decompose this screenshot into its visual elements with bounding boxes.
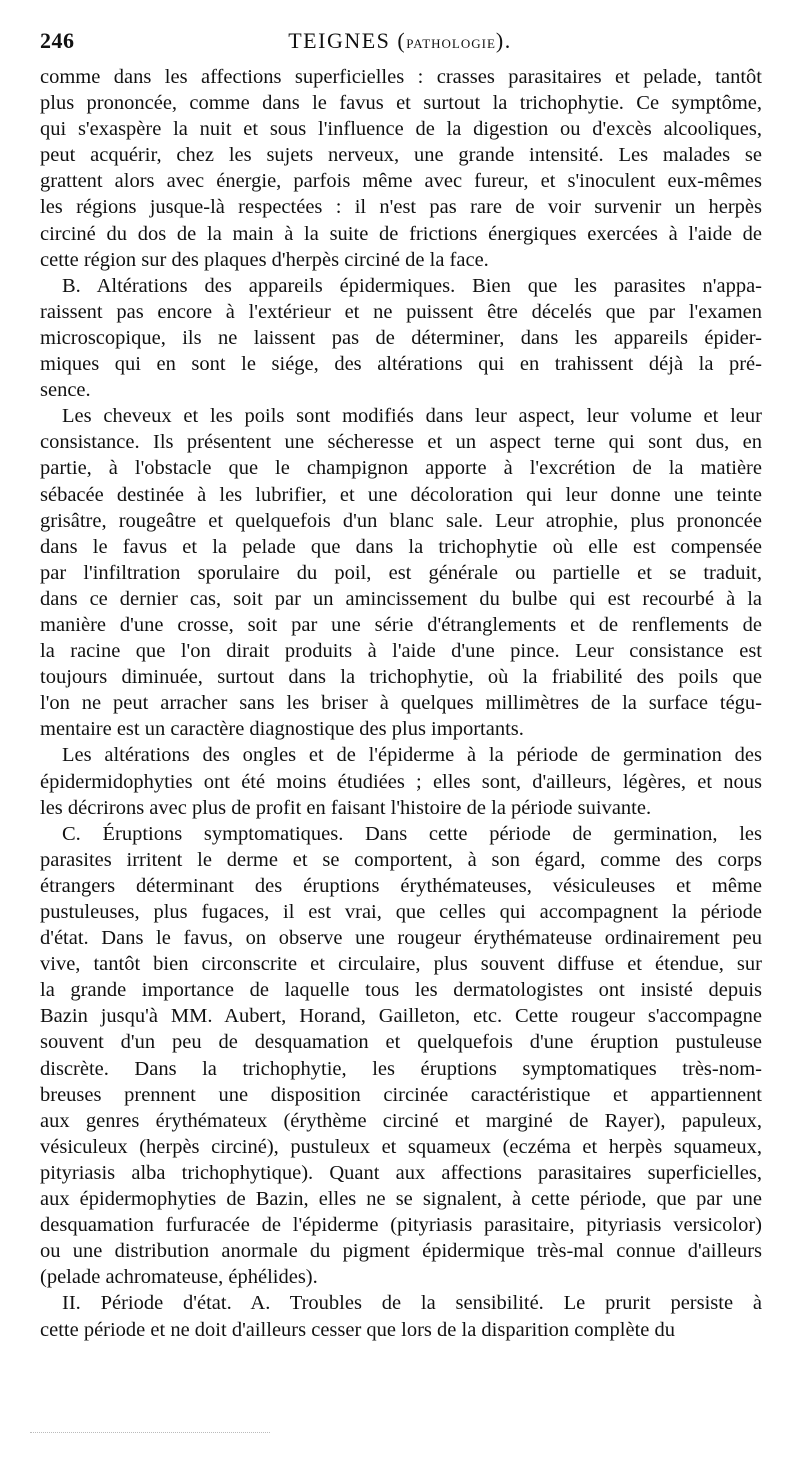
body-text — [40, 64, 762, 1343]
text-line: épidermidophyties ont été moins étudiées ; elles sont, d'ailleurs, légères, et nous — [40, 770, 762, 793]
text-line: d'état. Dans le favus, on observe une rougeur érythémateuse ordinairement peu — [40, 927, 762, 950]
text-line: C. Éruptions symptomatiques. Dans cette période de germination, les — [62, 822, 762, 845]
text-line: breuses prennent une disposition circinée caractéristique et appartiennent — [40, 1083, 762, 1106]
page-number: 246 — [40, 28, 75, 53]
running-head-close: ). — [495, 28, 512, 53]
text-line: parasites irritent le derme et se comportent, à son égard, comme des corps — [40, 848, 762, 871]
text-line: miques qui en sont le siége, des altérations qui en trahissent déjà la pré- — [40, 353, 762, 376]
running-head-subtitle: PATHOLOGIE — [406, 36, 496, 51]
text-line: Les cheveux et les poils sont modifiés dans leur aspect, leur volume et leur — [62, 405, 762, 428]
text-line: la grande importance de laquelle tous les dermatologistes ont insisté depuis — [40, 979, 762, 1002]
running-head — [40, 28, 760, 54]
text-line: discrète. Dans la trichophytie, les éruptions symptomatiques très-nom- — [40, 1057, 762, 1080]
text-line: mentaire est un caractère diagnostique des plus importants. — [40, 718, 524, 741]
text-line: Les altérations des ongles et de l'épiderme à la période de germination des — [62, 744, 762, 767]
text-line: pustuleuses, plus fugaces, il est vrai, que celles qui accompagnent la période — [40, 901, 762, 923]
text-line: cette région sur des plaques d'herpès circiné de la face. — [40, 248, 489, 271]
text-line: par l'infiltration sporulaire du poil, est générale ou partielle et se traduit, — [40, 561, 762, 584]
text-line: raissent pas encore à l'extérieur et ne puissent être décelés que par l'examen — [40, 300, 762, 323]
text-line: la racine que l'on dirait produits à l'aide d'une pince. Leur consistance est — [40, 640, 762, 663]
text-line: souvent d'un peu de desquamation et quelquefois d'une éruption pustuleuse — [40, 1031, 762, 1054]
text-line: consistance. Ils présentent une sécheresse et un aspect terne qui sont dus, en — [40, 431, 762, 454]
text-line: dans ce dernier cas, soit par un amincissement du bulbe qui est recourbé à la — [40, 587, 762, 610]
text-line: microscopique, ils ne laissent pas de déterminer, dans les appareils épider- — [40, 326, 762, 349]
paragraph — [40, 1290, 762, 1342]
text-line: ou une distribution anormale du pigment épidermique très-mal connue d'ailleurs — [40, 1240, 762, 1263]
text-line: B. Altérations des appareils épidermiques. Bien que les parasites n'appa- — [62, 274, 762, 297]
text-line: peut acquérir, chez les sujets nerveux, une grande intensité. Les malades se — [40, 144, 762, 167]
text-line: vésiculeux (herpès circiné), pustuleux et squameux (eczéma et herpès squameux, — [40, 1135, 762, 1158]
text-line: aux genres érythémateux (érythème circiné et marginé de Rayer), papuleux, — [40, 1109, 762, 1132]
text-line: II. Période d'état. A. Troubles de la sensibilité. Le prurit persiste à — [62, 1292, 762, 1315]
text-line: toujours diminuée, surtout dans la trichophytie, où la friabilité des poils que — [40, 666, 762, 689]
text-line: comme dans les affections superficielles : crasses parasitaires et pelade, tantôt — [40, 66, 762, 88]
text-line: grisâtre, rougeâtre et quelquefois d'un blanc sale. Leur atrophie, plus prononcée — [40, 509, 762, 532]
text-line: cette période et ne doit d'ailleurs cesser que lors de la disparition complète du — [40, 1318, 675, 1341]
running-head-title: TEIGNES ( — [288, 28, 407, 53]
text-line: Bazin jusqu'à MM. Aubert, Horand, Gailleton, etc. Cette rougeur s'accompagne — [40, 1005, 762, 1028]
text-line: sébacée destinée à les lubrifier, et une décoloration qui leur donne une teinte — [40, 483, 762, 506]
text-line: desquamation furfuracée de l'épiderme (pityriasis parasitaire, pityriasis versicolor) — [40, 1214, 762, 1237]
page-header — [40, 28, 760, 58]
text-line: étrangers déterminant des éruptions érythémateuses, vésiculeuses et même — [40, 874, 762, 897]
paragraph — [40, 742, 762, 820]
paragraph — [40, 821, 762, 1291]
paragraph — [40, 273, 762, 403]
paragraph — [40, 403, 762, 742]
text-line: (pelade achromateuse, éphélides). — [40, 1266, 318, 1289]
text-line: vive, tantôt bien circonscrite et circulaire, plus souvent diffuse et étendue, sur — [40, 953, 762, 976]
text-line: qui s'exaspère la nuit et sous l'influence de la digestion ou d'excès alcooliques, — [40, 118, 762, 141]
text-line: les régions jusque-là respectées : il n'est pas rare de voir survenir un herpès — [40, 196, 762, 219]
text-line: l'on ne peut arracher sans les briser à quelques millimètres de la surface tégu- — [40, 692, 762, 715]
footer-rule — [30, 1432, 270, 1433]
text-line: aux épidermophyties de Bazin, elles ne se signalent, à cette période, que par une — [40, 1188, 762, 1211]
paragraph — [40, 64, 762, 273]
text-line: les décrirons avec plus de profit en faisant l'histoire de la période suivante. — [40, 796, 652, 819]
text-line: plus prononcée, comme dans le favus et surtout la trichophytie. Ce symptôme, — [40, 92, 762, 115]
text-line: pityriasis alba trichophytique). Quant aux affections parasitaires superficielles, — [40, 1161, 762, 1184]
text-line: grattent alors avec énergie, parfois même avec fureur, et s'inoculent eux-mêmes — [40, 170, 762, 193]
text-line: circiné du dos de la main à la suite de frictions énergiques exercées à l'aide de — [40, 222, 762, 245]
text-line: partie, à l'obstacle que le champignon apporte à l'excrétion de la matière — [40, 457, 762, 480]
text-line: dans le favus et la pelade que dans la trichophytie où elle est compensée — [40, 535, 762, 558]
text-line: manière d'une crosse, soit par une série d'étranglements et de renflements de — [40, 613, 762, 636]
text-line: sence. — [40, 379, 91, 402]
